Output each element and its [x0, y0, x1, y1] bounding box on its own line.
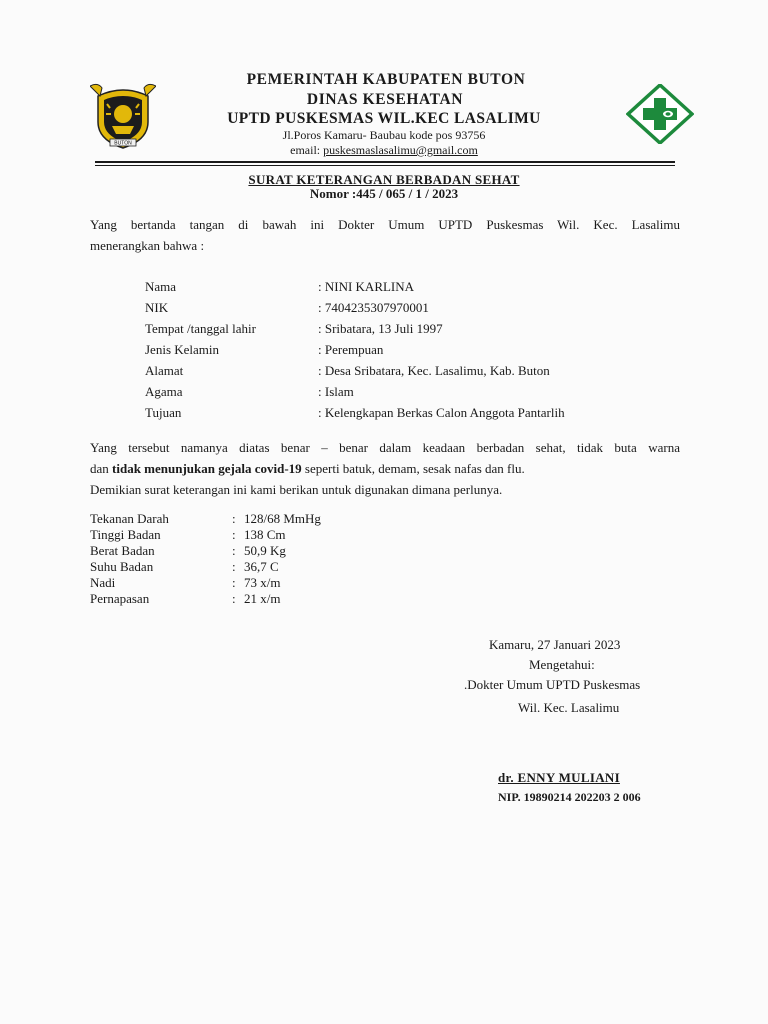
signatory-name: dr. ENNY MULIANI: [498, 770, 620, 785]
statement-line-1: Yang tersebut namanya diatas benar – benar dalam keadaan berbadan sehat, tidak buta warna: [90, 440, 680, 455]
vital-value: 50,9 Kg: [244, 543, 286, 558]
signatory-nip: NIP. 19890214 202203 2 006: [498, 790, 641, 804]
statement-line-2-pre: dan: [90, 461, 113, 476]
identity-label: Nama: [145, 279, 177, 294]
letterhead-institution: UPTD PUSKESMAS WIL.KEC LASALIMU: [227, 110, 541, 127]
signatory-unit: Wil. Kec. Lasalimu: [518, 700, 620, 715]
email-label: email:: [290, 143, 324, 157]
statement-line-2: [90, 461, 525, 476]
vital-label: Pernapasan: [90, 591, 150, 606]
vital-colon: :: [232, 591, 236, 606]
vital-value: 138 Cm: [244, 527, 286, 542]
vital-colon: :: [232, 527, 236, 542]
vital-label: Nadi: [90, 575, 116, 590]
vital-label: Berat Badan: [90, 543, 155, 558]
identity-label: Alamat: [145, 363, 184, 378]
statement-paragraph: [90, 437, 680, 500]
vital-value: 21 x/m: [244, 591, 281, 606]
statement-covid-emphasis: tidak menunjukan gejala covid-19: [112, 461, 302, 476]
statement-line-2-post: seperti batuk, demam, sesak nafas dan flu.: [301, 461, 525, 476]
signatory-role: .Dokter Umum UPTD Puskesmas: [464, 677, 641, 692]
letterhead-email-line: [0, 140, 768, 158]
vital-value: 128/68 MmHg: [244, 511, 321, 526]
identity-value: : Sribatara, 13 Juli 1997: [318, 321, 443, 336]
vital-label: Suhu Badan: [90, 559, 154, 574]
vital-colon: :: [232, 543, 236, 558]
vital-label: Tekanan Darah: [90, 511, 169, 526]
letterhead-divider-thin: [95, 165, 675, 166]
vital-colon: :: [232, 575, 236, 590]
letterhead-divider-thick: [95, 161, 675, 163]
identity-label: Jenis Kelamin: [145, 342, 220, 357]
vital-colon: :: [232, 511, 236, 526]
identity-value: : Islam: [318, 384, 354, 399]
place-date: Kamaru, 27 Januari 2023: [489, 637, 621, 652]
letterhead-address: Jl.Poros Kamaru- Baubau kode pos 93756: [282, 128, 486, 142]
document-title: SURAT KETERANGAN BERBADAN SEHAT: [248, 172, 520, 187]
identity-label: Agama: [145, 384, 183, 399]
identity-value: : 7404235307970001: [318, 300, 429, 315]
letterhead-department: DINAS KESEHATAN: [306, 91, 464, 108]
document-number: Nomor :445 / 065 / 1 / 2023: [309, 186, 459, 201]
identity-label: Tempat /tanggal lahir: [145, 321, 256, 336]
vital-value: 36,7 C: [244, 559, 279, 574]
identity-value: : Perempuan: [318, 342, 384, 357]
vital-colon: :: [232, 559, 236, 574]
statement-line-3: Demikian surat keterangan ini kami berikan untuk digunakan dimana perlunya.: [90, 482, 503, 497]
intro-line-1: Yang bertanda tangan di bawah ini Dokter Umum UPTD Puskesmas Wil. Kec. Lasalimu: [90, 217, 680, 232]
vital-label: Tinggi Badan: [90, 527, 161, 542]
intro-line-2: menerangkan bahwa :: [90, 238, 205, 253]
acknowledged-label: Mengetahui:: [529, 657, 595, 672]
identity-value: : Desa Sribatara, Kec. Lasalimu, Kab. Buton: [318, 363, 550, 378]
identity-label: Tujuan: [145, 405, 182, 420]
letterhead-government: PEMERINTAH KABUPATEN BUTON: [246, 71, 526, 88]
identity-value: : Kelengkapan Berkas Calon Anggota Pantarlih: [318, 405, 565, 420]
identity-label: NIK: [145, 300, 169, 315]
intro-paragraph: [90, 214, 680, 256]
identity-value: : NINI KARLINA: [318, 279, 415, 294]
crest-ribbon-text: BUTON: [114, 140, 132, 147]
email-link[interactable]: puskesmaslasalimu@gmail.com: [323, 143, 478, 157]
vital-value: 73 x/m: [244, 575, 281, 590]
